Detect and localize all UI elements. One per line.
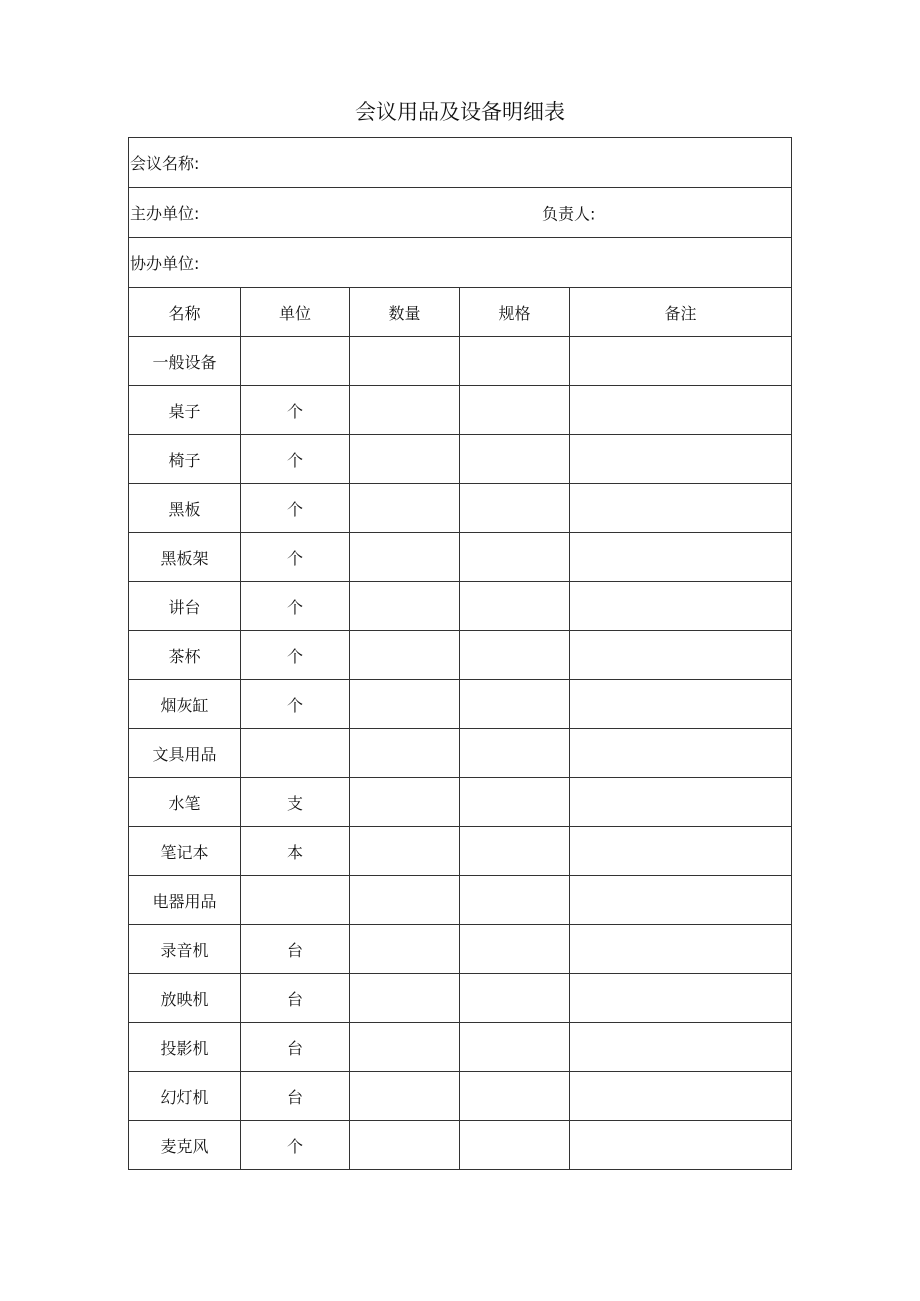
item-name-cell: 录音机 <box>129 925 241 974</box>
responsible-label: 负责人: <box>542 204 596 223</box>
item-name-cell: 幻灯机 <box>129 1072 241 1121</box>
item-unit-cell <box>241 729 350 778</box>
table-row <box>129 435 792 484</box>
item-quantity-cell[interactable] <box>350 484 460 533</box>
item-spec-cell[interactable] <box>460 1072 570 1121</box>
item-spec-cell[interactable] <box>460 876 570 925</box>
item-remarks-cell[interactable] <box>570 876 792 925</box>
item-spec-cell[interactable] <box>460 631 570 680</box>
item-quantity-cell[interactable] <box>350 435 460 484</box>
table-row <box>129 337 792 386</box>
host-unit-row <box>129 188 792 238</box>
item-unit-cell: 本 <box>241 827 350 876</box>
item-quantity-cell[interactable] <box>350 974 460 1023</box>
item-spec-cell[interactable] <box>460 1121 570 1170</box>
header-name: 名称 <box>129 288 241 337</box>
table-row <box>129 1023 792 1072</box>
item-remarks-cell[interactable] <box>570 1072 792 1121</box>
table-body <box>129 138 792 1170</box>
table-row <box>129 582 792 631</box>
item-unit-cell: 个 <box>241 533 350 582</box>
item-unit-cell: 个 <box>241 435 350 484</box>
item-remarks-cell[interactable] <box>570 1121 792 1170</box>
item-unit-cell: 台 <box>241 1072 350 1121</box>
item-quantity-cell[interactable] <box>350 876 460 925</box>
item-name-cell: 水笔 <box>129 778 241 827</box>
item-name-cell: 黑板架 <box>129 533 241 582</box>
item-spec-cell[interactable] <box>460 778 570 827</box>
table-row <box>129 1072 792 1121</box>
item-remarks-cell[interactable] <box>570 925 792 974</box>
item-quantity-cell[interactable] <box>350 925 460 974</box>
item-spec-cell[interactable] <box>460 435 570 484</box>
item-spec-cell[interactable] <box>460 974 570 1023</box>
item-remarks-cell[interactable] <box>570 484 792 533</box>
item-quantity-cell[interactable] <box>350 827 460 876</box>
table-row <box>129 386 792 435</box>
item-remarks-cell[interactable] <box>570 582 792 631</box>
item-quantity-cell[interactable] <box>350 337 460 386</box>
equipment-table <box>128 137 792 1170</box>
co-host-cell[interactable] <box>129 238 792 288</box>
table-row <box>129 974 792 1023</box>
item-spec-cell[interactable] <box>460 582 570 631</box>
item-spec-cell[interactable] <box>460 533 570 582</box>
item-spec-cell[interactable] <box>460 1023 570 1072</box>
item-name-cell: 文具用品 <box>129 729 241 778</box>
host-unit-cell[interactable] <box>129 188 792 238</box>
item-remarks-cell[interactable] <box>570 386 792 435</box>
item-quantity-cell[interactable] <box>350 386 460 435</box>
item-remarks-cell[interactable] <box>570 435 792 484</box>
item-spec-cell[interactable] <box>460 484 570 533</box>
item-name-cell: 茶杯 <box>129 631 241 680</box>
item-remarks-cell[interactable] <box>570 1023 792 1072</box>
table-row <box>129 827 792 876</box>
item-unit-cell: 支 <box>241 778 350 827</box>
item-unit-cell: 个 <box>241 1121 350 1170</box>
item-unit-cell: 个 <box>241 631 350 680</box>
item-name-cell: 电器用品 <box>129 876 241 925</box>
co-host-row <box>129 238 792 288</box>
item-remarks-cell[interactable] <box>570 680 792 729</box>
header-spec: 规格 <box>460 288 570 337</box>
item-name-cell: 投影机 <box>129 1023 241 1072</box>
item-unit-cell: 个 <box>241 386 350 435</box>
item-name-cell: 一般设备 <box>129 337 241 386</box>
item-remarks-cell[interactable] <box>570 533 792 582</box>
item-quantity-cell[interactable] <box>350 778 460 827</box>
item-quantity-cell[interactable] <box>350 1023 460 1072</box>
item-name-cell: 烟灰缸 <box>129 680 241 729</box>
item-name-cell: 桌子 <box>129 386 241 435</box>
item-spec-cell[interactable] <box>460 680 570 729</box>
item-quantity-cell[interactable] <box>350 631 460 680</box>
table-row <box>129 729 792 778</box>
item-name-cell: 放映机 <box>129 974 241 1023</box>
table-row <box>129 925 792 974</box>
header-remarks: 备注 <box>570 288 792 337</box>
item-remarks-cell[interactable] <box>570 337 792 386</box>
item-remarks-cell[interactable] <box>570 729 792 778</box>
item-unit-cell: 台 <box>241 1023 350 1072</box>
table-row <box>129 631 792 680</box>
item-name-cell: 椅子 <box>129 435 241 484</box>
item-unit-cell: 台 <box>241 925 350 974</box>
table-row <box>129 778 792 827</box>
table-row <box>129 484 792 533</box>
host-unit-label: 主办单位: <box>130 204 200 223</box>
header-quantity: 数量 <box>350 288 460 337</box>
meeting-name-row <box>129 138 792 188</box>
item-remarks-cell[interactable] <box>570 827 792 876</box>
item-unit-cell: 个 <box>241 680 350 729</box>
item-remarks-cell[interactable] <box>570 631 792 680</box>
table-row <box>129 680 792 729</box>
item-quantity-cell[interactable] <box>350 582 460 631</box>
table-row <box>129 1121 792 1170</box>
item-spec-cell[interactable] <box>460 729 570 778</box>
item-spec-cell[interactable] <box>460 337 570 386</box>
table-row <box>129 533 792 582</box>
item-name-cell: 黑板 <box>129 484 241 533</box>
item-spec-cell[interactable] <box>460 386 570 435</box>
item-unit-cell <box>241 876 350 925</box>
item-name-cell: 笔记本 <box>129 827 241 876</box>
item-quantity-cell[interactable] <box>350 1121 460 1170</box>
table-row <box>129 876 792 925</box>
item-unit-cell: 个 <box>241 484 350 533</box>
item-quantity-cell[interactable] <box>350 1072 460 1121</box>
co-host-label: 协办单位: <box>130 254 200 273</box>
item-unit-cell: 个 <box>241 582 350 631</box>
item-unit-cell <box>241 337 350 386</box>
item-name-cell: 麦克风 <box>129 1121 241 1170</box>
item-spec-cell[interactable] <box>460 827 570 876</box>
page-title: 会议用品及设备明细表 <box>355 100 565 124</box>
header-unit: 单位 <box>241 288 350 337</box>
item-remarks-cell[interactable] <box>570 974 792 1023</box>
item-unit-cell: 台 <box>241 974 350 1023</box>
meeting-name-label: 会议名称: <box>130 154 200 173</box>
item-remarks-cell[interactable] <box>570 778 792 827</box>
item-spec-cell[interactable] <box>460 925 570 974</box>
meeting-name-cell[interactable] <box>129 138 792 188</box>
item-quantity-cell[interactable] <box>350 680 460 729</box>
item-quantity-cell[interactable] <box>350 729 460 778</box>
item-quantity-cell[interactable] <box>350 533 460 582</box>
item-name-cell: 讲台 <box>129 582 241 631</box>
header-row <box>129 288 792 337</box>
